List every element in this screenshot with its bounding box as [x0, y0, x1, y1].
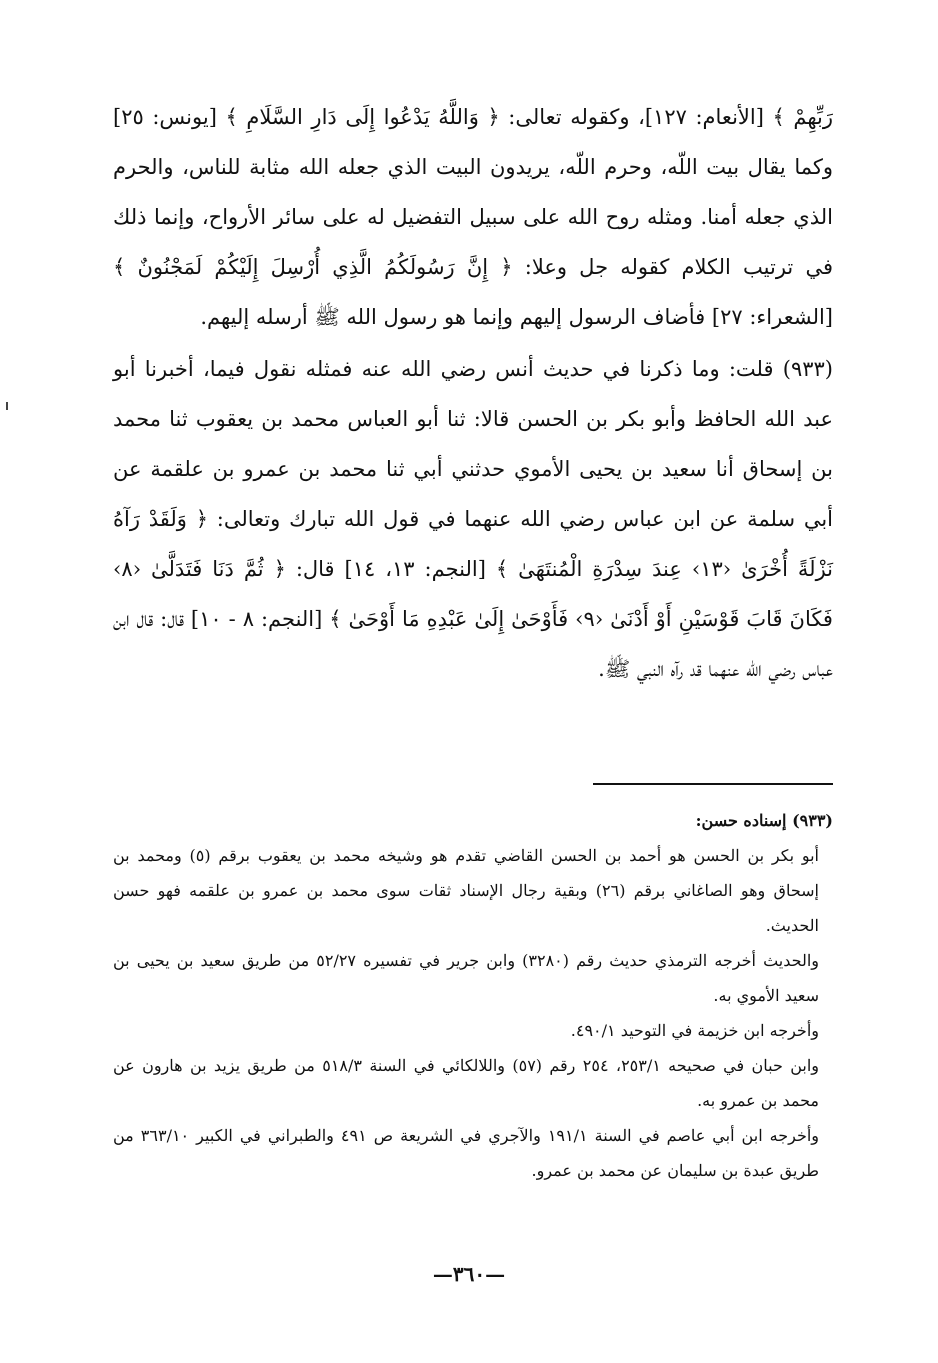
- footnote-paragraph-4: وابن حبان في صحيحه ٢٥٣/١، ٢٥٤ رقم (٥٧) واللالكائي في السنة ٥١٨/٣ من طريق يزيد بن هارون عن محمد بن عمرو به.: [113, 1056, 820, 1110]
- footnote-paragraph-2: والحديث أخرجه الترمذي حديث رقم (٣٢٨٠) وابن جرير في تفسيره ٥٢/٢٧ من طريق سعيد بن يحيى بن سعيد الأموي به.: [113, 951, 820, 1005]
- footnotes: [113, 803, 833, 1188]
- main-text: [113, 92, 833, 694]
- footnote-paragraph-5: وأخرجه ابن أبي عاصم في السنة ١٩١/١ والآجري في الشريعة ص ٤٩١ والطبراني في الكبير ٣٦٣/١٠ من طريق عبدة بن سليمان عن محمد بن عمرو.: [113, 1126, 820, 1180]
- margin-mark: [6, 402, 8, 410]
- footnote-paragraph-1: أبو بكر بن الحسن هو أحمد بن الحسن القاضي تقدم هو وشيخه محمد بن يعقوب برقم (٥) ومحمد بن إسحاق وهو الصاغاني برقم (٢٦) وبقية رجال الإسناد ثقات سوى محمد بن عمرو بن علقمه فهو حسن الحديث.: [113, 846, 819, 935]
- footnote-divider: [593, 783, 833, 785]
- page-number: —٣٦٠—: [432, 1262, 506, 1286]
- text-paragraph-2: (٩٣٣) قلت: وما ذكرنا في حديث أنس رضي الله عنه فمثله نقول فيما، أخبرنا أبو عبد الله الحافظ وأبو بكر بن الحسن قالا: ثنا أبو العباس محمد بن يعقوب ثنا محمد بن إسحاق أنا سعيد بن يحيى الأموي حدثني أبي ثنا محمد بن عمرو بن علقمة عن أبي سلمة عن ابن عباس رضي الله عنهما في قول الله تبارك وتعالى: ﴿ وَلَقَدْ رَآهُ نَزْلَةً أُخْرَىٰ ‹١٣› عِندَ سِدْرَةِ الْمُنتَهَىٰ ﴾ [النجم: ١٣، ١٤] قال: ﴿ ثُمَّ دَنَا فَتَدَلَّىٰ ‹٨› فَكَانَ قَابَ قَوْسَيْنِ أَوْ أَدْنَىٰ ‹٩› فَأَوْحَىٰ إِلَىٰ عَبْدِهِ مَا أَوْحَىٰ ﴾ [النجم: ٨ - ١٠] قال: قال ابن عباس رضي الله عنهما قد رآه النبي ﷺ.: [113, 357, 833, 681]
- footnote-header: (٩٣٣) إسناده حسن:: [695, 811, 833, 830]
- footnote-paragraph-3: وأخرجه ابن خزيمة في التوحيد ٤٩٠/١.: [570, 1021, 819, 1040]
- text-paragraph-1: رَبِّهِمْ ﴾ [الأنعام: ١٢٧]، وكقوله تعالى: ﴿ وَاللَّهُ يَدْعُوا إِلَى دَارِ السَّلَامِ ﴾ [يونس: ٢٥] وكما يقال بيت اللّه، وحرم اللّه، يريدون البيت الذي جعله الله مثابة للناس، والحرم الذي جعله أمنا. ومثله روح الله على سبيل التفضيل له على سائر الأرواح، وإنما ذلك في ترتيب الكلام كقوله جل وعلا: ﴿ إِنَّ رَسُولَكُمُ الَّذِي أُرْسِلَ إِلَيْكُمْ لَمَجْنُونٌ ﴾ [الشعراء: ٢٧] فأضاف الرسول إليهم وإنما هو رسول الله ﷺ أرسله إليهم.: [113, 105, 833, 329]
